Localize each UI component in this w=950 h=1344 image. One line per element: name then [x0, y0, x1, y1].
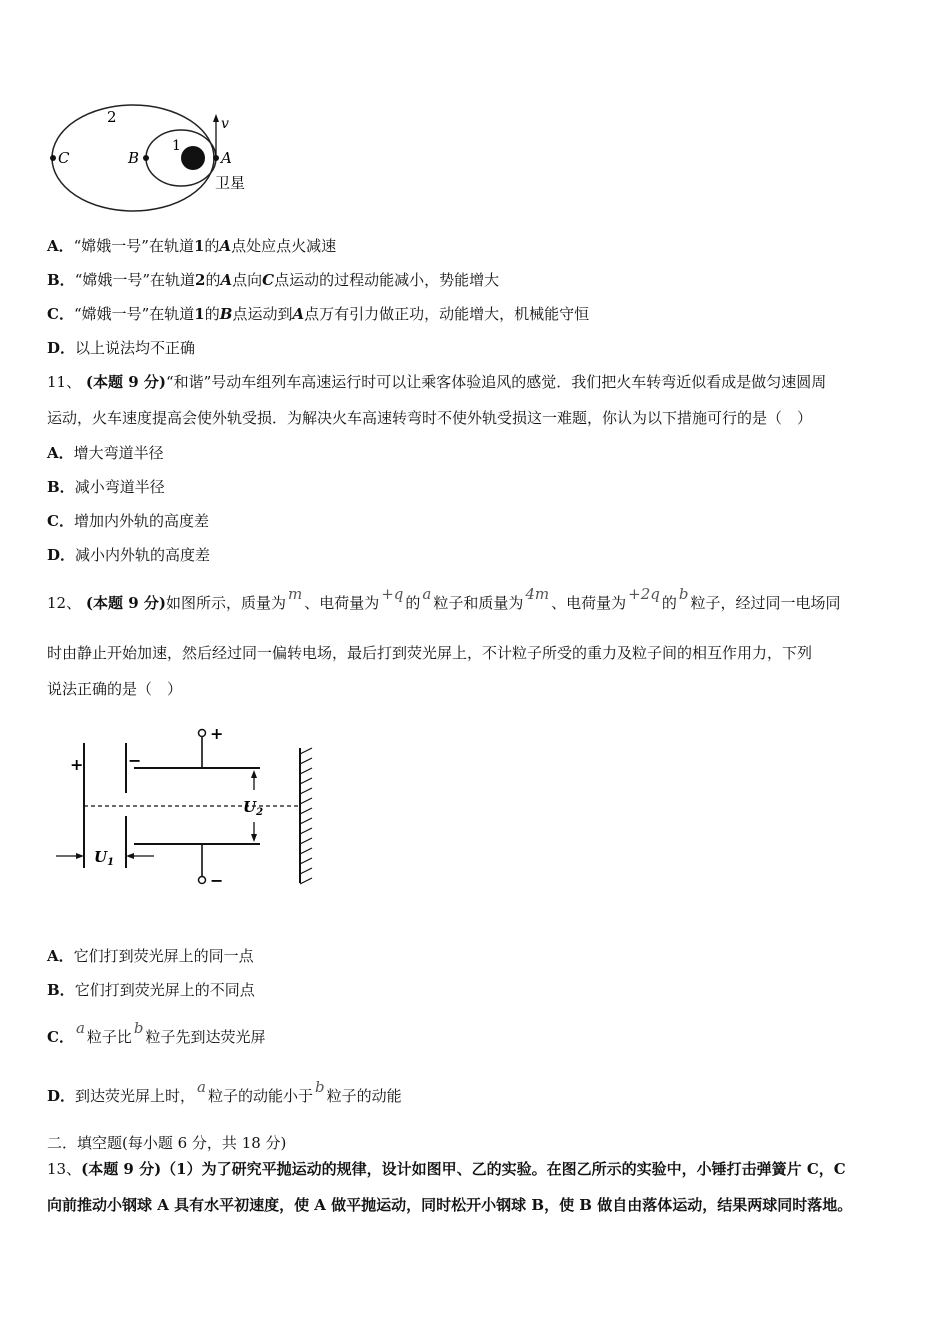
text: 二．填空题(每小题 6 分，共 18 分) — [47, 1134, 287, 1152]
q10-option-b — [47, 270, 499, 290]
text: 它们打到荧光屏上的不同点 — [74, 981, 255, 999]
text: （1）为了研究平抛运动的规律，设计如图甲、乙的实验。在图乙所示的实验中，小锤打击弹簧片 C，C — [161, 1160, 846, 1178]
label-orbit1: 1 — [172, 138, 181, 154]
left-plus: + — [70, 755, 84, 774]
point-B — [143, 155, 149, 161]
text: 2 — [195, 271, 206, 289]
u1-arrowhead-right — [126, 853, 134, 859]
option-letter: D． — [47, 1087, 76, 1105]
math-m: m — [287, 585, 303, 603]
option-letter: A． — [47, 237, 74, 255]
q11-option-b — [47, 477, 165, 497]
question-score: (本题 9 分) — [81, 1160, 162, 1178]
q11-stem-line2 — [47, 408, 812, 428]
q12-stem-line1 — [47, 585, 841, 613]
text: 到达荧光屏上时， — [75, 1087, 196, 1105]
q13-stem-line1 — [47, 1159, 846, 1179]
q10-option-a — [47, 236, 336, 256]
u2-arrowhead-down — [251, 834, 257, 842]
q12-option-c — [47, 1019, 266, 1047]
text: 的 — [661, 594, 677, 612]
math-b: b — [315, 1078, 325, 1096]
q11-option-a — [47, 443, 164, 463]
text: B — [219, 305, 233, 323]
velocity-arrowhead — [213, 114, 219, 122]
label-A: A — [221, 149, 232, 167]
text: 粒子的动能小于 — [207, 1087, 313, 1105]
text: 、电荷量为 — [551, 594, 627, 612]
text: 1 — [194, 305, 205, 323]
field-figure — [42, 718, 332, 918]
text: 减小弯道半径 — [74, 478, 165, 496]
option-letter: D． — [47, 339, 76, 357]
q12-option-d — [47, 1078, 402, 1106]
question-score: (本题 9 分) — [85, 594, 166, 612]
question-number: 13、 — [47, 1160, 82, 1178]
math-a: a — [422, 585, 432, 603]
text: 增大弯道半径 — [73, 444, 164, 462]
u1-label: $U_1$ — [94, 848, 115, 868]
option-letter: A． — [47, 444, 74, 462]
question-score: (本题 9 分) — [85, 373, 166, 391]
q10-option-c — [47, 304, 589, 324]
text: 粒子和质量为 — [433, 594, 524, 612]
text: 粒子，经过同一电场同 — [690, 594, 841, 612]
text: A — [220, 271, 233, 289]
text: 如图所示，质量为 — [165, 594, 286, 612]
label-C: C — [58, 149, 70, 167]
text: 向前推动小钢球 A 具有水平初速度，使 A 做平抛运动，同时松开小钢球 B，使 B 做自由落体运动，结果两球同时落地。 — [47, 1196, 853, 1214]
text: 增加内外轨的高度差 — [73, 512, 209, 530]
text: 1 — [193, 237, 205, 255]
u2-label: $U_2$ — [243, 798, 264, 818]
text: 减小内外轨的高度差 — [75, 546, 211, 564]
option-letter: D． — [47, 546, 76, 564]
text: 点运动的过程动能减小，势能增大 — [274, 271, 500, 289]
label-orbit2: 2 — [107, 108, 117, 126]
point-C — [50, 155, 56, 161]
q12-option-a — [47, 946, 254, 966]
q10-option-d — [47, 338, 195, 358]
u2-arrowhead-up — [251, 770, 257, 778]
option-letter: C． — [47, 305, 74, 323]
bottom-terminal — [199, 877, 206, 884]
top-terminal — [199, 730, 206, 737]
section-heading — [47, 1133, 286, 1153]
text: “嫦娥一号”在轨道 — [73, 305, 195, 323]
bottom-minus: − — [210, 871, 224, 890]
q13-stem-line2 — [47, 1195, 852, 1215]
text: 、电荷量为 — [304, 594, 380, 612]
text: C — [262, 271, 275, 289]
text: 的 — [204, 237, 220, 255]
text: A — [219, 237, 232, 255]
text: “嫦娥一号”在轨道 — [73, 237, 194, 255]
math-b: b — [133, 1019, 144, 1037]
text: 点万有引力做正功，动能增大，机械能守恒 — [304, 305, 590, 323]
q12-stem-line2 — [47, 643, 812, 663]
text: 运动，火车速度提高会使外轨受损．为解决火车高速转弯时不使外轨受损这一难题，你认为以下措施可行的是（ ） — [47, 409, 813, 427]
text: “嫦娥一号”在轨道 — [74, 271, 196, 289]
math-4m: 4m — [525, 585, 550, 603]
text: 点处应点火减速 — [231, 237, 337, 255]
option-letter: B． — [47, 478, 75, 496]
text: A — [292, 305, 305, 323]
text: 粒子的动能 — [326, 1087, 402, 1105]
q11-option-c — [47, 511, 209, 531]
text: 以上说法均不正确 — [75, 339, 196, 357]
q12-option-b — [47, 980, 255, 1000]
text: 说法正确的是（ ） — [47, 680, 183, 698]
question-number: 12、 — [47, 594, 82, 612]
orbit-figure — [45, 98, 265, 218]
math-2q: +2q — [628, 585, 660, 603]
question-number: 11、 — [47, 373, 82, 391]
option-letter: B． — [47, 271, 75, 289]
label-B: B — [128, 149, 140, 167]
math-a: a — [75, 1019, 85, 1037]
moon — [181, 146, 205, 170]
math-a: a — [197, 1078, 206, 1096]
left-minus: − — [128, 751, 142, 770]
math-b: b — [678, 585, 689, 603]
text: 的 — [205, 271, 221, 289]
text: 时由静止开始加速，然后经过同一偏转电场，最后打到荧光屏上，不计粒子所受的重力及粒子间的相互作用力，下列 — [47, 644, 813, 662]
text: 点向 — [232, 271, 263, 289]
math-q: +q — [381, 585, 404, 603]
label-v: v — [221, 116, 229, 132]
option-letter: C． — [47, 512, 74, 530]
q12-stem-line3 — [47, 679, 182, 699]
label-satellite: 卫星 — [215, 174, 246, 192]
text: 的 — [405, 594, 421, 612]
screen-hatching — [300, 748, 312, 884]
text: 点运动到 — [232, 305, 293, 323]
text: 它们打到荧光屏上的同一点 — [73, 947, 254, 965]
u1-arrowhead-left — [76, 853, 84, 859]
text: 粒子先到达荧光屏 — [145, 1028, 266, 1046]
top-plus: + — [210, 724, 224, 743]
q11-option-d — [47, 545, 210, 565]
option-letter: B． — [47, 981, 75, 999]
text: 的 — [204, 305, 220, 323]
q11-stem-line1 — [47, 372, 826, 392]
option-letter: C． — [47, 1028, 74, 1046]
option-letter: A． — [47, 947, 74, 965]
text: “和谐”号动车组列车高速运行时可以让乘客体验追风的感觉．我们把火车转弯近似看成是做匀速圆周 — [165, 373, 827, 391]
text: 粒子比 — [86, 1028, 132, 1046]
